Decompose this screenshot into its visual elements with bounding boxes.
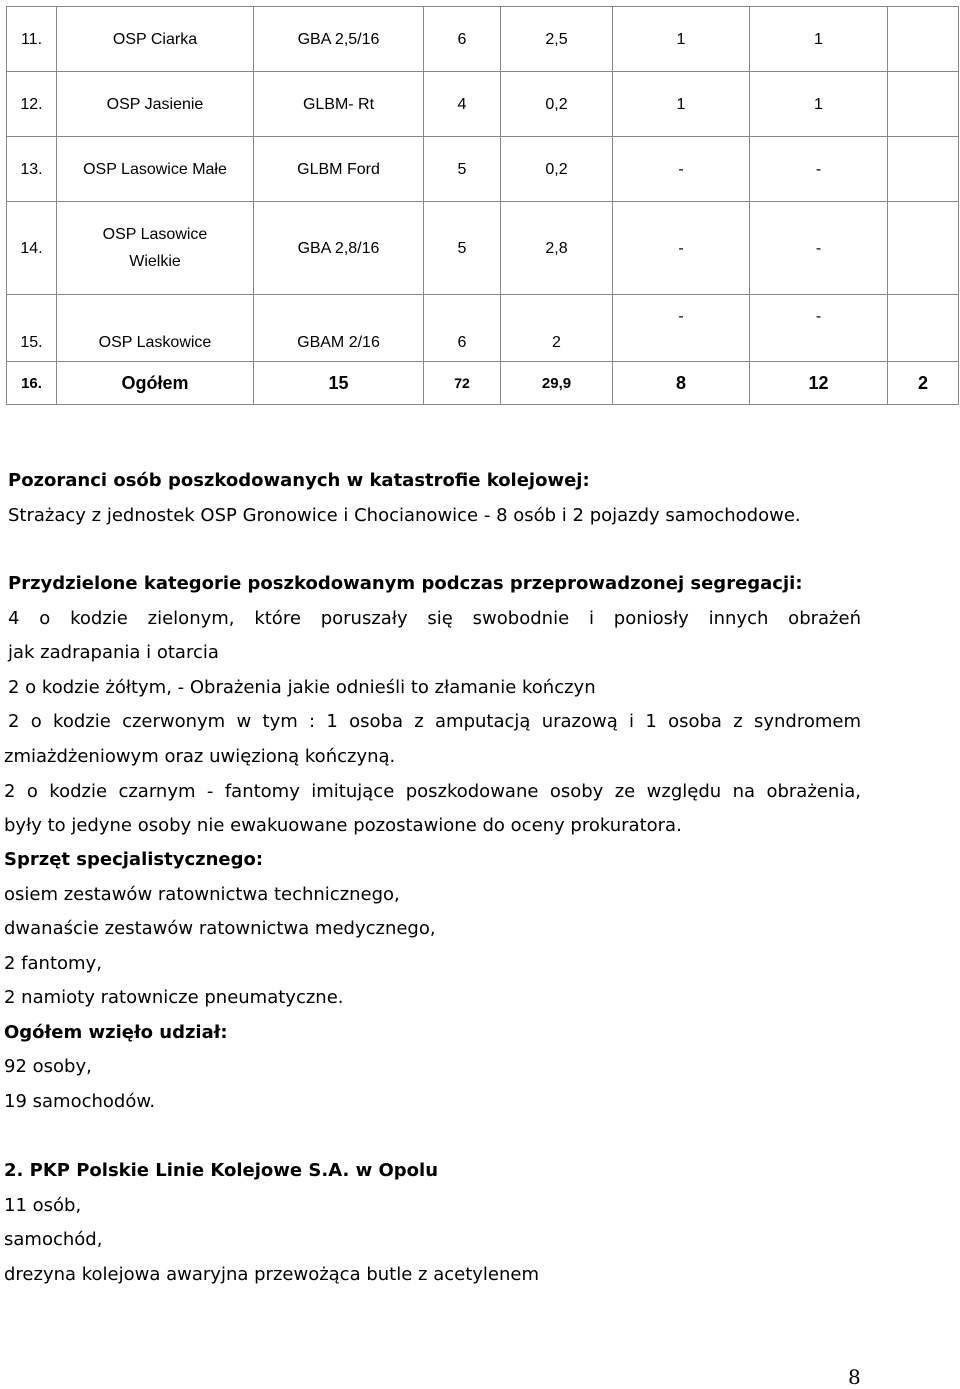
cell-c5: 0,2: [501, 72, 613, 137]
unit-name: OSP Ciarka: [57, 7, 254, 72]
vehicle-type: GBA 2,8/16: [254, 202, 424, 295]
green-category-line-cont: jak zadrapania i otarcia: [8, 642, 219, 663]
cell-c7: 1: [750, 72, 888, 137]
table-row: [7, 72, 959, 137]
udzial-heading: Ogółem wzięło udział:: [4, 1022, 228, 1043]
unit-name-line: OSP Lasowice: [102, 226, 208, 243]
fire-units-table: [6, 6, 959, 405]
cell-c8: [888, 137, 959, 202]
cell-c4: 4: [424, 72, 501, 137]
cell-c7: -: [750, 295, 888, 362]
cell-c5: 2,8: [501, 202, 613, 295]
black-category-line: 2 o kodzie czarnym - fantomy imitujące poszkodowane osoby ze względu na obrażenia,: [4, 781, 861, 802]
list-item: 92 osoby,: [4, 1056, 92, 1077]
row-number: 12.: [7, 72, 57, 137]
list-item: 11 osób,: [4, 1195, 82, 1216]
vehicle-type: GLBM Ford: [254, 137, 424, 202]
vehicle-type: GBA 2,5/16: [254, 7, 424, 72]
cell-c6: -: [613, 295, 750, 362]
unit-name-line: Wielkie: [129, 253, 181, 270]
red-category-line-cont: zmiażdżeniowym oraz uwięzioną kończyną.: [4, 746, 396, 767]
row-number: 13.: [7, 137, 57, 202]
cell-c4: 5: [424, 202, 501, 295]
list-item: 2 fantomy,: [4, 953, 102, 974]
yellow-category-line: 2 o kodzie żółtym, - Obrażenia jakie odnieśli to złamanie kończyn: [8, 677, 596, 698]
list-item: 19 samochodów.: [4, 1091, 156, 1112]
total-row: [7, 362, 959, 405]
cell-c5: 0,2: [501, 137, 613, 202]
cell-c8: [888, 7, 959, 72]
row-number: 15.: [7, 295, 57, 362]
cell-c4: 6: [424, 7, 501, 72]
segregacja-heading: Przydzielone kategorie poszkodowanym podczas przeprowadzonej segregacji:: [8, 573, 803, 594]
row-number: 16.: [7, 362, 57, 405]
row-number: 11.: [7, 7, 57, 72]
cell-c8: 2: [888, 362, 959, 405]
cell-c3: 15: [254, 362, 424, 405]
unit-name: OSP Jasienie: [57, 72, 254, 137]
cell-c7: -: [750, 202, 888, 295]
list-item: dwanaście zestawów ratownictwa medycznego,: [4, 918, 436, 939]
cell-c8: [888, 295, 959, 362]
cell-c6: -: [613, 202, 750, 295]
vehicle-type: GBAM 2/16: [254, 295, 424, 362]
pozoranci-heading: Pozoranci osób poszkodowanych w katastrofie kolejowej:: [8, 470, 590, 491]
sprzet-heading: Sprzęt specjalistycznego:: [4, 849, 264, 870]
unit-name: OSP Lasowice Małe: [57, 137, 254, 202]
black-category-line-cont: były to jedyne osoby nie ewakuowane pozostawione do oceny prokuratora.: [4, 815, 682, 836]
table-row: [7, 137, 959, 202]
unit-name: [57, 202, 254, 295]
cell-c5: 2,5: [501, 7, 613, 72]
cell-c6: 8: [613, 362, 750, 405]
pkp-heading: 2. PKP Polskie Linie Kolejowe S.A. w Opolu: [4, 1160, 439, 1181]
cell-c5: 29,9: [501, 362, 613, 405]
cell-c4: 5: [424, 137, 501, 202]
cell-c8: [888, 72, 959, 137]
cell-c6: 1: [613, 72, 750, 137]
cell-c4: 6: [424, 295, 501, 362]
cell-c7: 12: [750, 362, 888, 405]
row-number: 14.: [7, 202, 57, 295]
table-row: [7, 202, 959, 295]
list-item: samochód,: [4, 1229, 103, 1250]
cell-c4: 72: [424, 362, 501, 405]
list-item: osiem zestawów ratownictwa technicznego,: [4, 884, 400, 905]
cell-c6: -: [613, 137, 750, 202]
cell-c7: -: [750, 137, 888, 202]
page-number: 8: [848, 1365, 861, 1389]
table-row: [7, 295, 959, 362]
total-label: Ogółem: [57, 362, 254, 405]
vehicle-type: GLBM- Rt: [254, 72, 424, 137]
cell-c8: [888, 202, 959, 295]
cell-c6: 1: [613, 7, 750, 72]
cell-c7: 1: [750, 7, 888, 72]
cell-c5: 2: [501, 295, 613, 362]
red-category-line: 2 o kodzie czerwonym w tym : 1 osoba z amputacją urazową i 1 osoba z syndromem: [8, 711, 861, 732]
list-item: 2 namioty ratownicze pneumatyczne.: [4, 987, 344, 1008]
table-row: [7, 7, 959, 72]
pozoranci-text: Strażacy z jednostek OSP Gronowice i Chocianowice - 8 osób i 2 pojazdy samochodowe.: [8, 505, 801, 526]
list-item: drezyna kolejowa awaryjna przewożąca butle z acetylenem: [4, 1264, 539, 1285]
unit-name: OSP Laskowice: [57, 295, 254, 362]
green-category-line: 4 o kodzie zielonym, które poruszały się swobodnie i poniosły innych obrażeń: [8, 608, 861, 629]
